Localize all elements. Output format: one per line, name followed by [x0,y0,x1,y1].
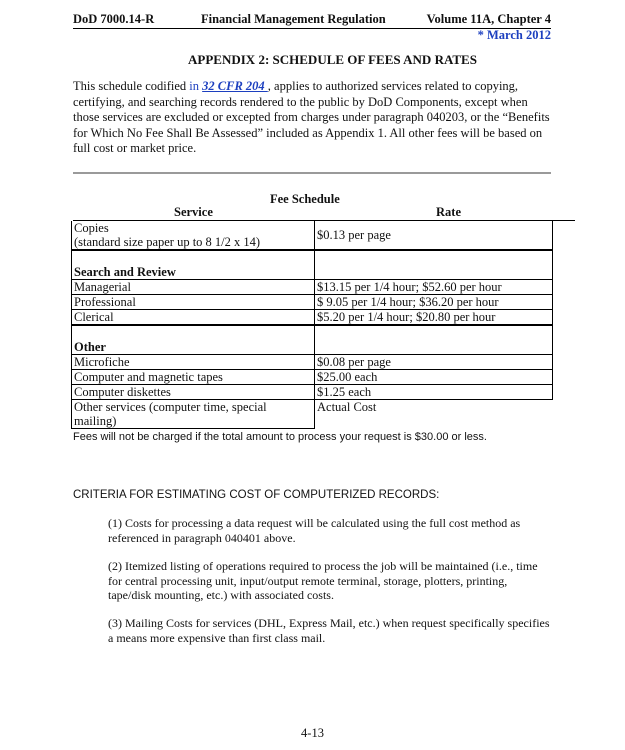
copies-sublabel: (standard size paper up to 8 1/2 x 14) [74,235,261,249]
table-row [72,400,553,429]
table-row [72,370,553,385]
doc-title: Financial Management Regulation [201,12,386,26]
table-row [72,280,553,295]
rate-column-header: Rate [436,205,461,219]
fee-table [71,221,553,429]
rate-cell: $13.15 per 1/4 hour; $52.60 per hour [315,280,553,295]
rate-cell: $5.20 per 1/4 hour; $20.80 per hour [315,310,553,326]
volume-chapter: Volume 11A, Chapter 4 [426,12,551,26]
rate-cell: $ 9.05 per 1/4 hour; $36.20 per hour [315,295,553,310]
table-row [72,295,553,310]
service-cell: Computer diskettes [72,385,315,400]
section-divider [73,172,551,174]
rate-cell: $25.00 each [315,370,553,385]
service-column-header: Service [174,205,213,219]
rate-cell: $0.08 per page [315,355,553,370]
page-header [73,12,551,42]
criteria-item: (2) Itemized listing of operations required to process the job will be maintained (i.e., time for central processing unit, input/output remote terminal, storage, plotters, printing, tape/disk mounting, etc.) with associated costs. [108,559,538,602]
rate-cell: Actual Cost [315,400,553,429]
copies-label: Copies [74,221,109,235]
table-row [72,250,553,280]
service-cell: Microfiche [72,355,315,370]
doc-id: DoD 7000.14-R [73,12,155,26]
service-cell: Professional [72,295,315,310]
copies-rate: $0.13 per page [317,228,391,242]
service-cell: Other services (computer time, special mailing) [72,400,315,429]
service-cell: Computer and magnetic tapes [72,370,315,385]
fees-threshold-note: Fees will not be charged if the total amount to process your request is $30.00 or less. [73,431,487,443]
search-review-section-label: Search and Review [72,250,315,280]
criteria-item: (1) Costs for processing a data request will be calculated using the full cost method as referenced in paragraph 040401 above. [108,516,521,545]
table-row [72,385,553,400]
table-row [72,221,553,250]
table-row [72,310,553,326]
revision-date: * March 2012 [477,28,551,42]
header-divider [73,28,551,29]
intro-paragraph: This schedule codified in 32 CFR 204 , applies to authorized services related to copying, certifying, and searching records rendered to the public by DoD Components, except when those services are excluded or excepted from charges under paragraph 040203, or the “Benefits for Which No Fee Shall Be Assessed” included as Appendix 1. All other fees will be based on full cost or market price. [73,79,550,155]
table-row [72,325,553,355]
criteria-heading: CRITERIA FOR ESTIMATING COST OF COMPUTERIZED RECORDS: [73,489,440,501]
fee-schedule-heading: Fee Schedule [270,192,340,206]
page-number: 4-13 [301,726,324,740]
fee-table-column-headers [73,205,575,221]
service-cell: Managerial [72,280,315,295]
appendix-title: APPENDIX 2: SCHEDULE OF FEES AND RATES [188,52,477,67]
criteria-item: (3) Mailing Costs for services (DHL, Express Mail, etc.) when request specifically specifies a means more expensive than first class mail. [108,616,550,645]
cfr-citation-link[interactable]: 32 CFR 204 [202,79,268,93]
service-cell: Clerical [72,310,315,326]
table-row [72,355,553,370]
rate-cell: $1.25 each [315,385,553,400]
other-section-label: Other [72,325,315,355]
